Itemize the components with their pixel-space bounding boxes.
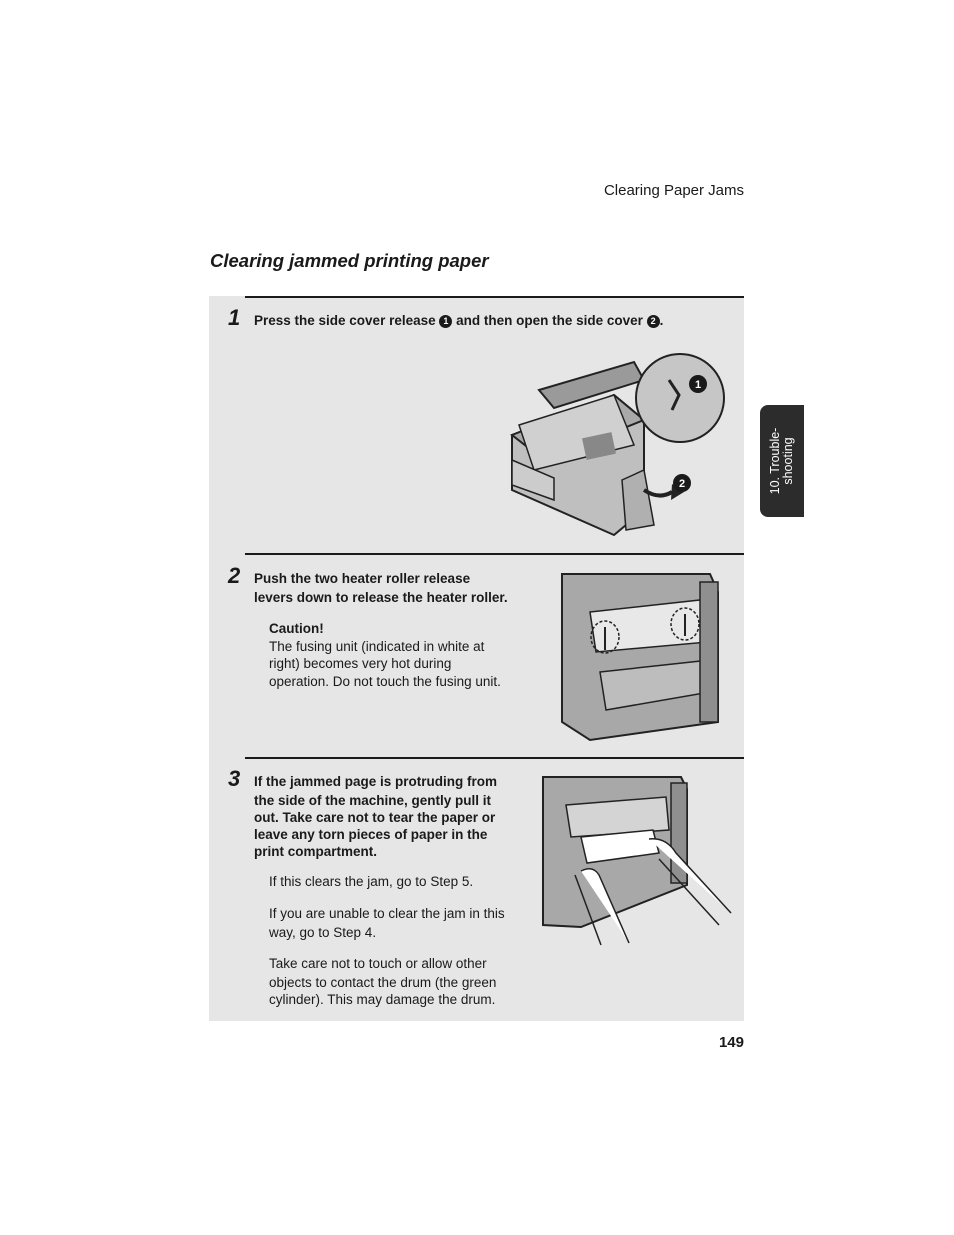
- figure-callout-2-label: 2: [678, 478, 686, 490]
- callout-marker-2: 2: [647, 315, 660, 328]
- step-2-caution: Caution! The fusing unit (indicated in white at right) becomes very hot during operation. Do not touch the fusing unit.: [269, 620, 529, 690]
- side-panel: [700, 582, 718, 722]
- step-2-instruction: Push the two heater roller release levers down to release the heater roller.: [254, 571, 508, 605]
- fax-machine-side-cover-illustration: [494, 350, 726, 540]
- remove-jammed-paper-illustration: [541, 775, 733, 947]
- section-title: Clearing jammed printing paper: [210, 250, 489, 271]
- step-2-divider: [245, 553, 744, 555]
- step-1-divider: [245, 296, 744, 298]
- step-1-number: 1: [228, 305, 241, 330]
- step-3-divider: [245, 757, 744, 759]
- heater-roller-illustration: [560, 572, 722, 742]
- step-2-number: 2: [228, 563, 241, 588]
- step-3-instruction: If the jammed page is protruding from the side of the machine, gently pull it out. Take care not to tear the paper or leave any torn pieces of paper in the print compartment.: [254, 774, 498, 859]
- running-header: Clearing Paper Jams: [603, 182, 744, 199]
- side-cover: [622, 470, 654, 530]
- magnified-view: [636, 354, 724, 442]
- callout-marker-1: 1: [439, 315, 452, 328]
- document-feeder: [539, 362, 644, 408]
- chapter-tab[interactable]: [760, 405, 804, 517]
- step-3-note-1: If this clears the jam, go to Step 5.: [269, 874, 474, 889]
- step-1-instruction: Press the side cover release 1 and then open the side cover 2 .: [254, 313, 664, 328]
- page-number: 149: [718, 1034, 744, 1051]
- figure-callout-1-label: 1: [694, 379, 702, 391]
- step-3-number: 3: [228, 766, 241, 791]
- chapter-tab-label: 10. Trouble- shooting: [768, 427, 795, 495]
- step-3-note-3: Take care not to touch or allow other objects to contact the drum (the green cylinder). This may damage the drum.: [269, 956, 497, 1007]
- caution-label: Caution!: [269, 621, 324, 636]
- machine-interior: [562, 574, 718, 740]
- step-3-note-2: If you are unable to clear the jam in this way, go to Step 4.: [269, 906, 505, 940]
